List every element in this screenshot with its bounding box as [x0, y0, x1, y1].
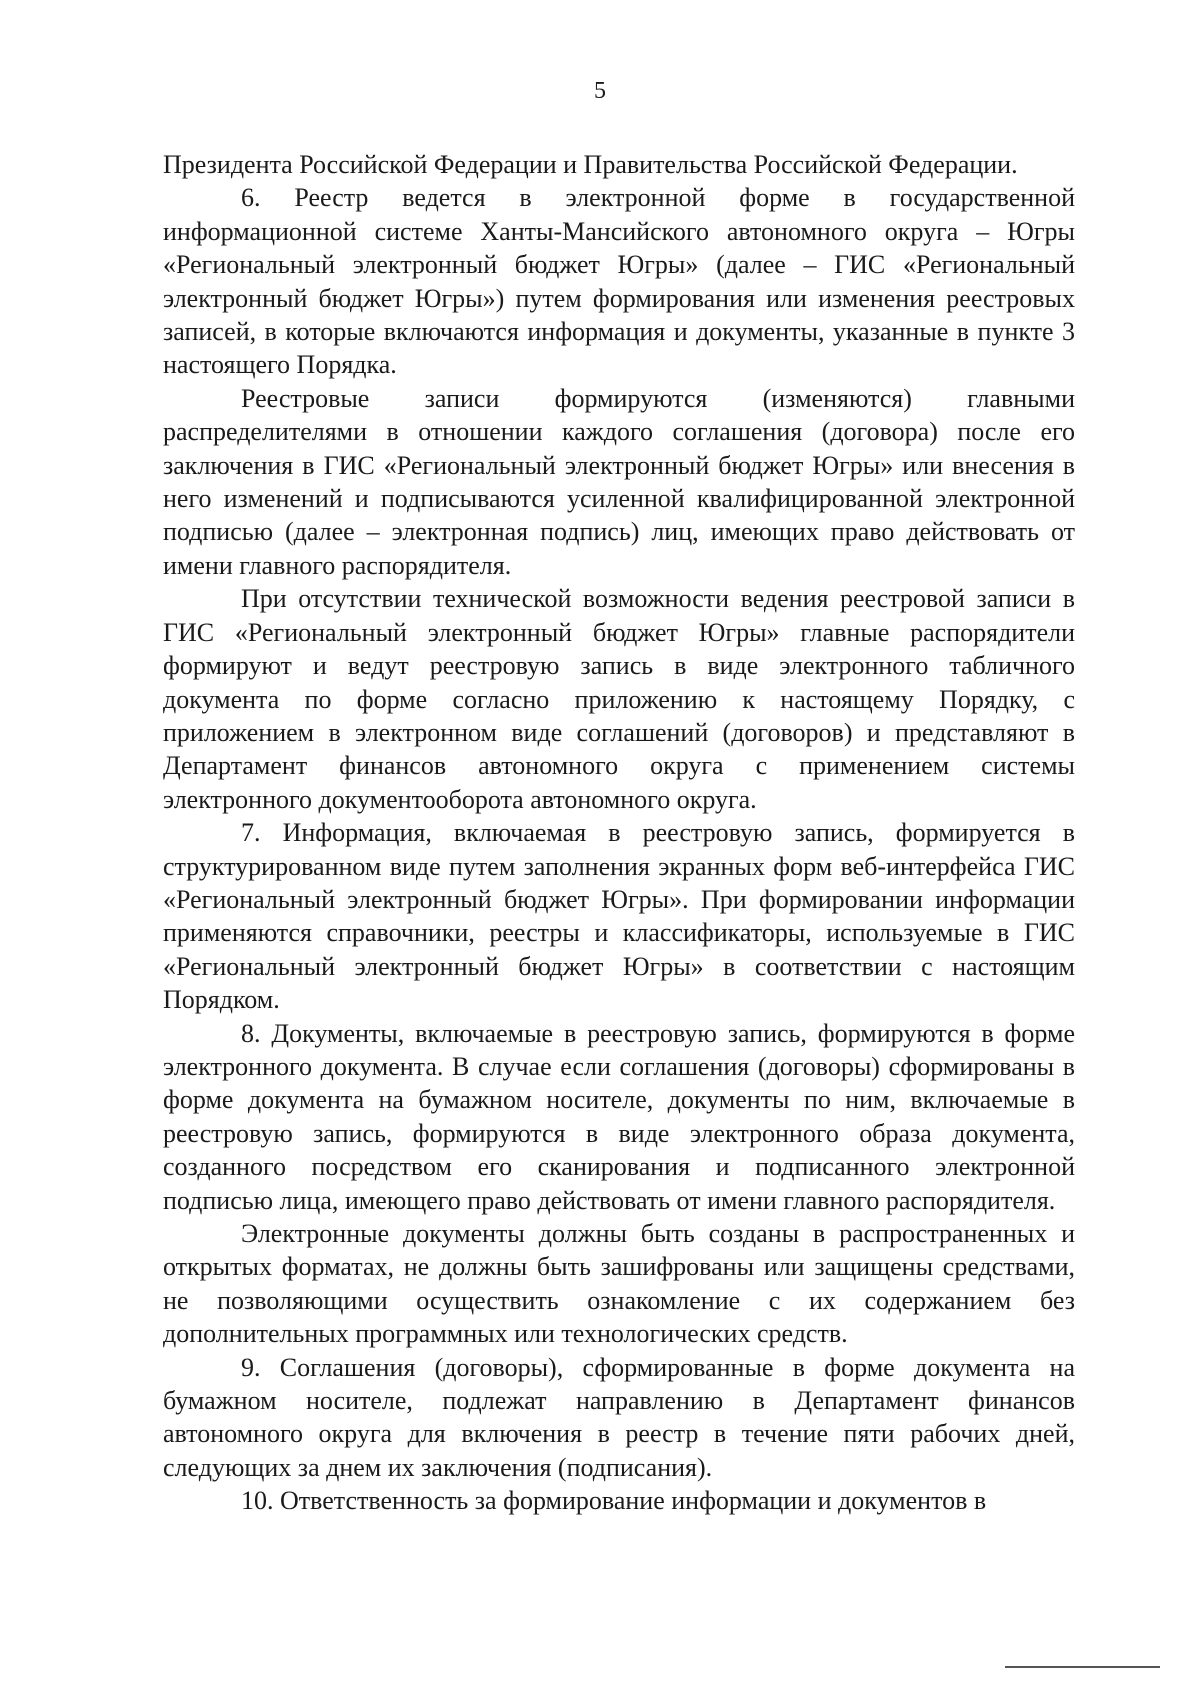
paragraph-item-9: 9. Соглашения (договоры), сформированные в форме документа на бумажном носителе, подлежат направлению в Департамент финансов автономного округа для включения в реестр в течение пяти рабочих дней, следующих за днем их заключения (подписания).	[163, 1352, 1075, 1482]
paragraph-electronic-documents: Электронные документы должны быть созданы в распространенных и открытых форматах, не должны быть зашифрованы или защищены средствами, не позволяющими осуществить ознакомление с их содержанием без дополнительных программных или технологических средств.	[163, 1219, 1075, 1349]
paragraph-item-6: 6. Реестр ведется в электронной форме в государственной информационной системе Ханты-Мансийского автономного округа – Югры «Региональный электронный бюджет Югры» (далее – ГИС «Региональный электронный бюджет Югры») путем формирования или изменения реестровых записей, в которые включаются информация и документы, указанные в пункте 3 настоящего Порядка.	[163, 183, 1075, 380]
page-number: 5	[594, 78, 606, 104]
paragraph-continuation: Президента Российской Федерации и Правительства Российской Федерации.	[163, 150, 1018, 179]
footer-divider	[1005, 1666, 1160, 1668]
paragraph-no-technical-possibility: При отсутствии технической возможности ведения реестровой записи в ГИС «Региональный электронный бюджет Югры» главные распорядители формируют и ведут реестровую запись в виде электронного табличного документа по форме согласно приложению к настоящему Порядку, с приложением в электронном виде соглашений (договоров) и представляют в Департамент финансов автономного округа с применением системы электронного документооборота автономного округа.	[163, 584, 1075, 814]
paragraph-item-10: 10. Ответственность за формирование информации и документов в	[241, 1486, 987, 1516]
paragraph-item-7: 7. Информация, включаемая в реестровую запись, формируется в структурированном виде путем заполнения экранных форм веб-интерфейса ГИС «Региональный электронный бюджет Югры». При формировании информации применяются справочники, реестры и классификаторы, используемые в ГИС «Региональный электронный бюджет Югры» в соответствии с настоящим Порядком.	[163, 818, 1075, 1015]
paragraph-item-8: 8. Документы, включаемые в реестровую запись, формируются в форме электронного документа. В случае если соглашения (договоры) сформированы в форме документа на бумажном носителе, документы по ним, включаемые в реестровую запись, формируются в виде электронного образа документа, созданного посредством его сканирования и подписанного электронной подписью лица, имеющего право действовать от имени главного распорядителя.	[163, 1018, 1075, 1215]
document-body	[163, 148, 1075, 1518]
paragraph-registry-records: Реестровые записи формируются (изменяются) главными распределителями в отношении каждого соглашения (договора) после его заключения в ГИС «Региональный электронный бюджет Югры» или внесения в него изменений и подписываются усиленной квалифицированной электронной подписью (далее – электронная подпись) лиц, имеющих право действовать от имени главного распорядителя.	[163, 383, 1075, 580]
